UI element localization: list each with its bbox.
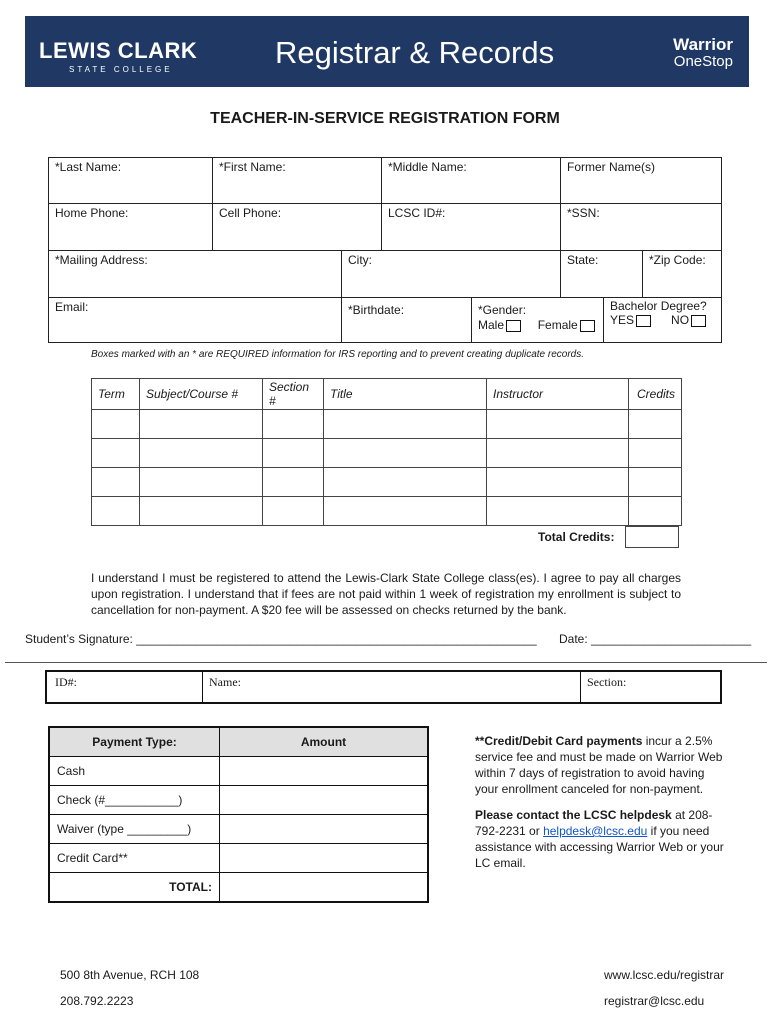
footer-website[interactable]: www.lcsc.edu/registrar (604, 968, 725, 982)
table-cell[interactable] (629, 439, 682, 468)
divider (202, 672, 203, 702)
yes-label: YES (610, 313, 635, 327)
required-note: Boxes marked with an * are REQUIRED information for IRS reporting and to prevent creating duplicate records. (91, 349, 585, 360)
footer-email[interactable]: registrar@lcsc.edu (604, 994, 705, 1008)
table-row (92, 468, 682, 497)
total-credits-label: Total Credits: (538, 530, 615, 544)
table-cell[interactable] (92, 497, 140, 526)
col-section: Section # (263, 379, 324, 410)
female-checkbox[interactable] (580, 320, 595, 332)
helpdesk-email-link[interactable]: helpdesk@lcsc.edu (543, 824, 648, 838)
gender-label: *Gender: (478, 303, 527, 317)
table-cell[interactable] (92, 468, 140, 497)
total-amount-cell[interactable] (220, 873, 429, 903)
table-cell[interactable] (324, 497, 487, 526)
city-field[interactable] (341, 250, 561, 298)
amount-cell[interactable] (220, 844, 429, 873)
zip-field[interactable] (642, 250, 722, 298)
ssn-label: *SSN: (567, 206, 600, 220)
amount-header: Amount (220, 727, 429, 757)
logo-sub-text: STATE COLLEGE (69, 65, 173, 74)
helpdesk-note (475, 807, 725, 871)
email-field[interactable] (48, 297, 342, 343)
table-cell[interactable] (140, 439, 263, 468)
date-line[interactable]: Date: ________________________ (559, 632, 752, 646)
table-cell[interactable] (140, 410, 263, 439)
state-label: State: (567, 253, 599, 267)
office-section-label: Section: (587, 675, 627, 689)
table-cell[interactable] (263, 468, 324, 497)
no-label: NO (671, 313, 690, 327)
state-field[interactable] (560, 250, 643, 298)
table-cell[interactable] (487, 410, 629, 439)
card-fee-note (475, 733, 725, 797)
form-title: TEACHER-IN-SERVICE REGISTRATION FORM (210, 110, 560, 127)
office-id-label: ID#: (55, 675, 77, 689)
first-name-label: *First Name: (219, 160, 286, 174)
table-cell[interactable] (324, 468, 487, 497)
yes-checkbox[interactable] (636, 315, 651, 327)
agreement-text: I understand I must be registered to attend the Lewis-Clark State College class(es). I agree to pay all charges upon registration. I understand that if fees are not paid within 1 week of registration my enrollment is subject to cancellation for non-payment. A $20 fee will be assessed on checks returned by the bank. (91, 571, 681, 617)
office-use-box (45, 670, 722, 704)
last-name-field[interactable] (48, 157, 213, 204)
birthdate-label: *Birthdate: (348, 303, 405, 317)
table-cell[interactable] (140, 497, 263, 526)
table-cell[interactable] (629, 410, 682, 439)
onestop-text: OneStop (673, 53, 733, 70)
home-phone-label: Home Phone: (55, 206, 129, 220)
home-phone-field[interactable] (48, 203, 213, 251)
header-banner (25, 16, 749, 87)
last-name-label: *Last Name: (55, 160, 122, 174)
payment-total-row (49, 873, 428, 903)
lcsc-id-label: LCSC ID#: (388, 206, 446, 220)
table-cell[interactable] (92, 439, 140, 468)
col-credits: Credits (629, 379, 682, 410)
payment-row (49, 757, 428, 786)
payment-row (49, 844, 428, 873)
middle-name-field[interactable] (381, 157, 561, 204)
helpdesk-bold: Please contact the LCSC helpdesk (475, 808, 672, 822)
payment-type-header: Payment Type: (49, 727, 220, 757)
table-row (92, 410, 682, 439)
payment-row (49, 815, 428, 844)
bachelor-label: Bachelor Degree? (610, 299, 707, 313)
table-cell[interactable] (324, 410, 487, 439)
banner-title: Registrar & Records (275, 35, 555, 70)
city-label: City: (348, 253, 372, 267)
bachelor-field (603, 297, 722, 343)
total-label: TOTAL: (49, 873, 220, 903)
table-cell[interactable] (629, 468, 682, 497)
male-label: Male (478, 318, 505, 332)
amount-cell[interactable] (220, 786, 429, 815)
payment-label: Cash (49, 757, 220, 786)
female-label: Female (537, 318, 578, 332)
table-row (92, 439, 682, 468)
divider (5, 662, 767, 663)
payment-header (49, 727, 428, 757)
lcsc-logo (39, 30, 209, 78)
col-subject: Subject/Course # (140, 379, 263, 410)
footer-phone: 208.792.2223 (60, 994, 134, 1008)
card-fee-bold: **Credit/Debit Card payments (475, 734, 643, 748)
mailing-address-label: *Mailing Address: (55, 253, 148, 267)
col-title: Title (324, 379, 487, 410)
table-cell[interactable] (487, 497, 629, 526)
no-checkbox[interactable] (691, 315, 706, 327)
table-row (92, 497, 682, 526)
payment-row (49, 786, 428, 815)
payment-notes (475, 733, 725, 871)
mailing-address-field[interactable] (48, 250, 342, 298)
cell-phone-label: Cell Phone: (219, 206, 282, 220)
birthdate-field[interactable] (341, 297, 472, 343)
table-cell[interactable] (324, 439, 487, 468)
former-names-field[interactable] (560, 157, 722, 204)
helpdesk-tail-text: if you need assistance with accessing Warrior Web or your LC email. (475, 824, 724, 870)
table-cell[interactable] (629, 497, 682, 526)
warrior-text: Warrior (673, 35, 733, 54)
payment-label: Check (#___________) (49, 786, 220, 815)
lcsc-id-field[interactable] (381, 203, 561, 251)
middle-name-label: *Middle Name: (388, 160, 467, 174)
cell-phone-field[interactable] (212, 203, 382, 251)
office-name-label: Name: (209, 675, 241, 689)
card-fee-text: incur a 2.5% service fee and must be made on Warrior Web within 7 days of registration to avoid having your enrollment canceled for non-payment. (475, 734, 723, 796)
course-table-header (92, 379, 682, 410)
male-checkbox[interactable] (506, 320, 521, 332)
table-cell[interactable] (92, 410, 140, 439)
email-label: Email: (55, 300, 89, 314)
col-term: Term (92, 379, 140, 410)
table-cell[interactable] (487, 468, 629, 497)
course-table (91, 378, 682, 526)
amount-cell[interactable] (220, 815, 429, 844)
footer-address: 500 8th Avenue, RCH 108 (60, 968, 200, 982)
amount-cell[interactable] (220, 757, 429, 786)
former-names-label: Former Name(s) (567, 160, 656, 174)
first-name-field[interactable] (212, 157, 382, 204)
table-cell[interactable] (263, 439, 324, 468)
payment-table (48, 726, 429, 903)
table-cell[interactable] (487, 439, 629, 468)
col-instructor: Instructor (487, 379, 629, 410)
helpdesk-at-text: at 208-792-2231 or (475, 808, 713, 838)
gender-field (471, 297, 604, 343)
zip-label: *Zip Code: (649, 253, 706, 267)
payment-label: Credit Card** (49, 844, 220, 873)
table-cell[interactable] (140, 468, 263, 497)
ssn-field[interactable] (560, 203, 722, 251)
logo-main-text: LEWIS CLARK (39, 38, 198, 63)
signature-line[interactable]: Student’s Signature: ____________________________________________________________ (25, 632, 537, 646)
table-cell[interactable] (263, 410, 324, 439)
total-credits-field[interactable] (625, 526, 679, 548)
divider (580, 672, 581, 702)
payment-label: Waiver (type _________) (49, 815, 220, 844)
table-cell[interactable] (263, 497, 324, 526)
warrior-onestop-logo (673, 36, 733, 69)
